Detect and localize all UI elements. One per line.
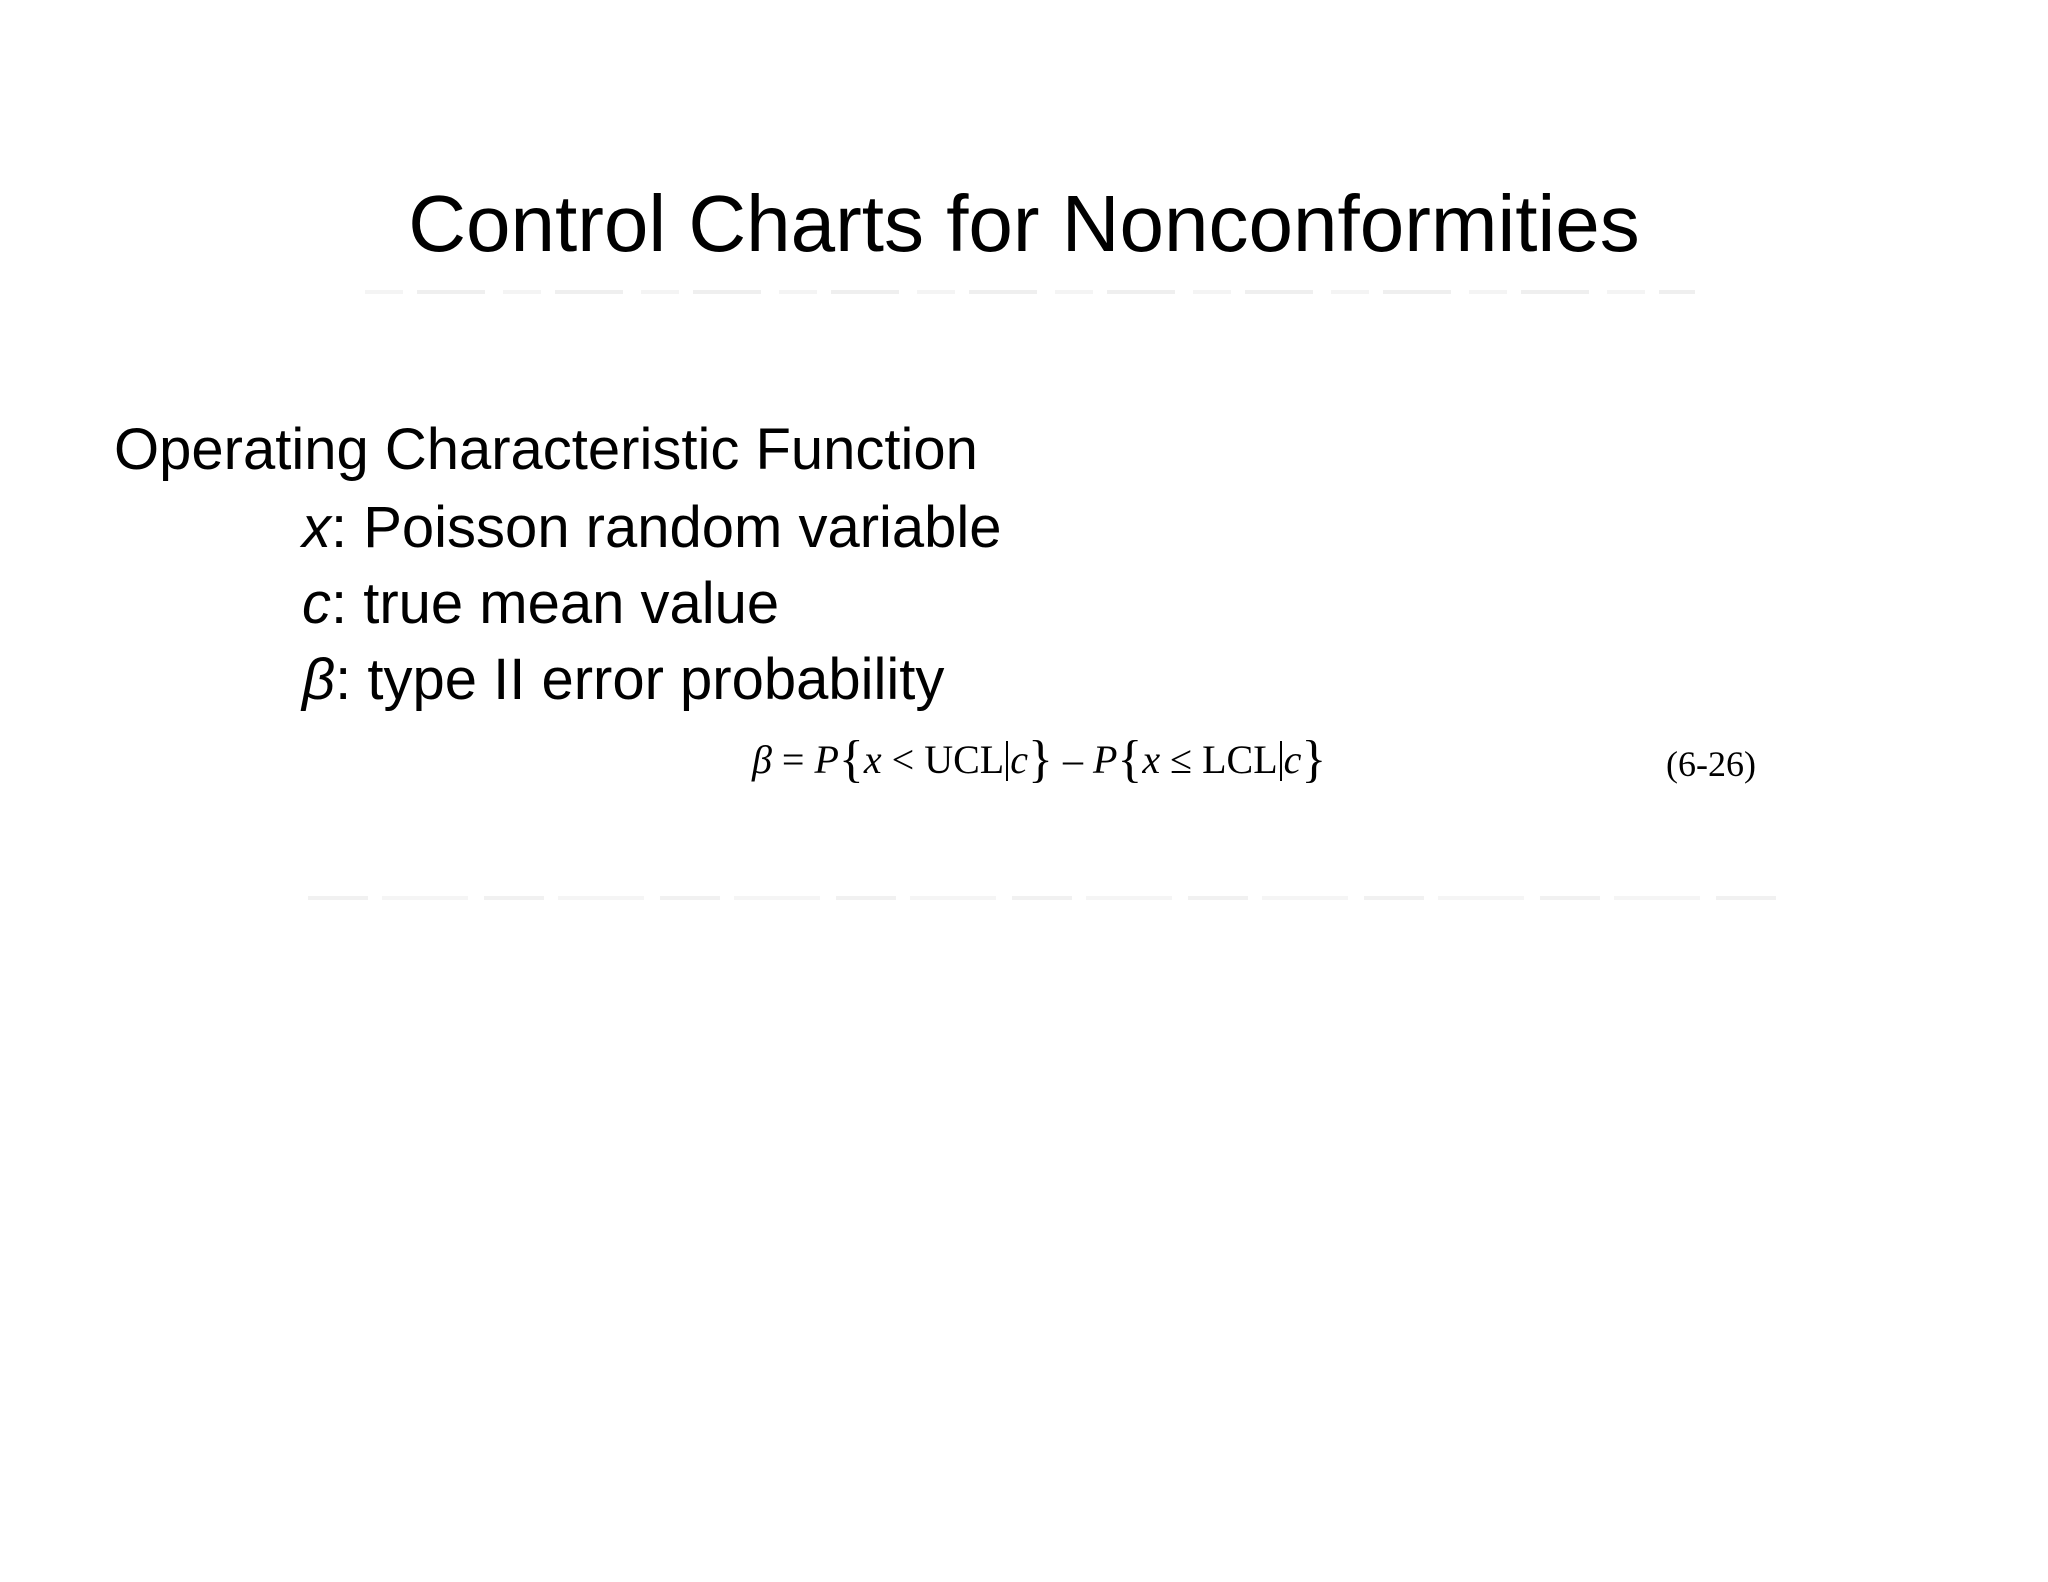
equation-ucl-term: < UCL bbox=[881, 737, 1005, 782]
equation-given-bar bbox=[1006, 741, 1008, 781]
equation bbox=[752, 730, 1326, 790]
equation-p2: P bbox=[1092, 737, 1118, 782]
definition-item-beta bbox=[302, 642, 1002, 718]
definition-item-x bbox=[302, 490, 1002, 566]
equation-close-brace: } bbox=[1027, 731, 1053, 788]
definition-symbol: β bbox=[302, 647, 336, 712]
equation-p1: P bbox=[814, 737, 839, 782]
equation-x1: x bbox=[863, 737, 882, 782]
equation-c1: c bbox=[1010, 737, 1028, 782]
equation-lcl-term: ≤ LCL bbox=[1160, 737, 1278, 782]
equation-beta: β bbox=[752, 737, 772, 782]
equation-close-brace: } bbox=[1301, 731, 1327, 788]
definition-text: : Poisson random variable bbox=[331, 495, 1002, 560]
definition-text: : true mean value bbox=[331, 571, 780, 636]
definition-text: : type II error probability bbox=[335, 647, 945, 712]
equation-equals: = bbox=[771, 737, 815, 782]
definition-symbol: x bbox=[302, 495, 331, 560]
definition-symbol: c bbox=[302, 571, 331, 636]
title-divider bbox=[365, 290, 1695, 294]
equation-open-brace: { bbox=[1117, 731, 1143, 788]
equation-number: (6-26) bbox=[1666, 744, 1756, 784]
equation-x2: x bbox=[1142, 737, 1161, 782]
equation-open-brace: { bbox=[838, 731, 864, 788]
definition-list bbox=[302, 490, 1002, 718]
equation-given-bar bbox=[1280, 741, 1282, 781]
section-heading: Operating Characteristic Function bbox=[114, 417, 978, 482]
slide-title: Control Charts for Nonconformities bbox=[408, 179, 1640, 268]
equation-minus: – bbox=[1052, 737, 1093, 782]
definition-item-c bbox=[302, 566, 1002, 642]
faded-divider bbox=[308, 896, 1776, 900]
equation-c2: c bbox=[1283, 737, 1302, 782]
